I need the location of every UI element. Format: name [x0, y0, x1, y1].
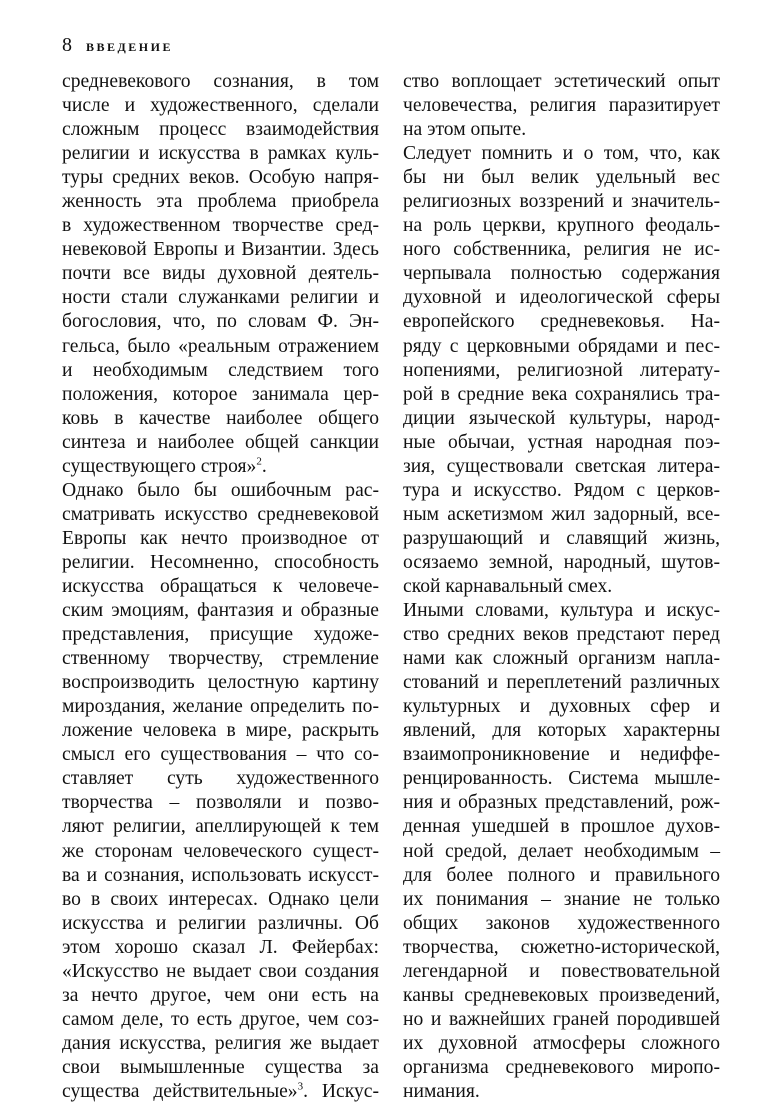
text-line: европейского средневековья. На-: [403, 311, 720, 333]
text-line: синтеза и наиболее общей санкции: [62, 431, 379, 453]
text-line: тура и искусство. Рядом с церков-: [403, 479, 720, 501]
text-line: гельса, было «реальным отражением: [62, 335, 379, 357]
text-line: общих законов художественного: [403, 912, 720, 934]
text-line: религии. Несомненно, способность: [62, 551, 379, 573]
text-line: ной средой, делает необходимым –: [403, 840, 720, 862]
text-line: ряду с церковными обрядами и пес-: [403, 335, 720, 357]
text-line: Следует помнить и о том, что, как: [403, 143, 720, 165]
text-line: ным аскетизмом жил задорный, все-: [403, 503, 720, 525]
text-line: ской карнавальный смех.: [403, 575, 613, 597]
text-line: Иными словами, культура и искус-: [403, 600, 720, 622]
text-line: существа действительные»$^3$. Искус-: [62, 1080, 379, 1102]
text-line: средневекового сознания, в том: [62, 71, 379, 92]
text-line: ковь в качестве наиболее общего: [62, 407, 379, 429]
text-line: воспроизводить целостную картину: [62, 672, 379, 694]
text-line: духовной и идеологической сферы: [403, 287, 720, 309]
text-line: стований и переплетений различных: [403, 672, 720, 694]
text-line: зия, существовали светская литера-: [403, 455, 720, 477]
text-line: невековой Европы и Византии. Здесь: [62, 239, 379, 261]
running-title: ВВЕДЕНИЕ: [86, 40, 173, 54]
text-line: черпывала полностью содержания: [403, 263, 720, 285]
text-line: ставляет суть художественного: [62, 768, 379, 790]
text-line: на этом опыте.: [403, 119, 527, 141]
text-line: взаимопроникновение и недиффе-: [403, 744, 720, 766]
text-line: самом деле, то есть другое, чем соз-: [62, 1008, 379, 1030]
text-line: числе и художественного, сделали: [62, 95, 379, 117]
text-line: мироздания, желание определить по-: [62, 696, 379, 718]
footnote-marker: 2: [256, 455, 262, 468]
text-line: туры средних веков. Особую напря-: [62, 167, 379, 189]
text-line: осязаемо земной, народный, шутов-: [403, 551, 720, 573]
text-line: во в своих интересах. Однако цели: [62, 888, 379, 910]
text-line: разрушающий и славящий жизнь,: [403, 527, 720, 549]
text-line: ва и сознания, использовать искусст-: [62, 864, 379, 886]
text-line: смысл его существования – что со-: [62, 744, 379, 766]
text-line: искусства и религии различны. Об: [62, 912, 379, 934]
text-line: религиозных воззрений и значитель-: [403, 191, 720, 213]
text-line: ложение человека в мире, раскрыть: [62, 720, 379, 742]
text-line: их понимания – знание не только: [403, 888, 720, 910]
text-line: нами как сложный организм напла-: [403, 648, 720, 670]
text-line: ство воплощает эстетический опыт: [403, 71, 720, 92]
text-line: рой в средние века сохранялись тра-: [403, 383, 720, 405]
text-line: женность эта проблема приобрела: [62, 191, 379, 213]
text-line: представления, присущие художе-: [62, 624, 379, 646]
text-line: религии и искусства в рамках куль-: [62, 143, 379, 165]
text-line: творчества – позволяли и позво-: [62, 792, 379, 814]
text-line: ляют религии, апеллирующей к тем: [62, 816, 379, 838]
text-line: организма средневекового миропо-: [403, 1056, 720, 1078]
left-text-column: [62, 70, 379, 1104]
text-line: Европы как нечто производное от: [62, 527, 379, 549]
text-line: богословия, что, по словам Ф. Эн-: [62, 311, 379, 333]
text-line: их духовной атмосферы сложного: [403, 1032, 720, 1054]
right-text-column: [403, 70, 720, 1104]
page-header: [62, 34, 173, 57]
text-line: нимания.: [403, 1080, 480, 1102]
text-line: легендарной и повествовательной: [403, 960, 720, 982]
text-line: существующего строя»$^2$.: [62, 455, 267, 477]
text-line: этом хорошо сказал Л. Фейербах:: [62, 936, 379, 958]
text-line: денная ушедшей в прошлое духов-: [403, 816, 720, 838]
text-line: ного собственника, религия не ис-: [403, 239, 720, 261]
text-line: ственному творчеству, стремление: [62, 648, 379, 670]
text-line: и необходимым следствием того: [62, 359, 379, 381]
text-line: Однако было бы ошибочным рас-: [62, 479, 379, 501]
text-line: почти все виды духовной деятель-: [62, 263, 379, 285]
text-line: творчества, сюжетно-исторической,: [403, 936, 720, 958]
text-line: сматривать искусство средневековой: [62, 503, 379, 525]
text-line: для более полного и правильного: [403, 864, 720, 886]
text-line: положения, которое занимала цер-: [62, 383, 379, 405]
text-line: диции языческой культуры, народ-: [403, 407, 720, 429]
text-line: свои вымышленные существа за: [62, 1056, 379, 1078]
text-line: ренцированность. Система мышле-: [403, 768, 720, 790]
text-line: ности стали служанками религии и: [62, 287, 379, 309]
text-line: ским эмоциям, фантазия и образные: [62, 600, 379, 622]
text-line: дания искусства, религия же выдает: [62, 1032, 379, 1054]
text-line: в художественном творчестве сред-: [62, 215, 379, 237]
text-line: искусства обращаться к человече-: [62, 575, 379, 597]
text-line: культурных и духовных сфер и: [403, 696, 720, 718]
text-line: «Искусство не выдает свои создания: [62, 960, 379, 982]
text-line: сложным процесс взаимодействия: [62, 119, 379, 141]
text-line: канвы средневековых произведений,: [403, 984, 720, 1006]
text-line: но и важнейших граней породившей: [403, 1008, 720, 1030]
text-line: за нечто другое, чем они есть на: [62, 984, 379, 1006]
text-line: же сторонам человеческого сущест-: [62, 840, 379, 862]
text-line: явлений, для которых характерны: [403, 720, 720, 742]
text-line: ство средних веков предстают перед: [403, 624, 720, 646]
text-line: бы ни был велик удельный вес: [403, 167, 720, 189]
page-number: 8: [62, 34, 72, 56]
text-line: нопениями, религиозной литерату-: [403, 359, 720, 381]
text-line: на роль церкви, крупного феодаль-: [403, 215, 720, 237]
text-line: ные обычаи, устная народная поэ-: [403, 431, 720, 453]
text-line: ния и образных представлений, рож-: [403, 792, 720, 814]
footnote-marker: 3: [297, 1080, 304, 1093]
text-line: человечества, религия паразитирует: [403, 95, 720, 117]
